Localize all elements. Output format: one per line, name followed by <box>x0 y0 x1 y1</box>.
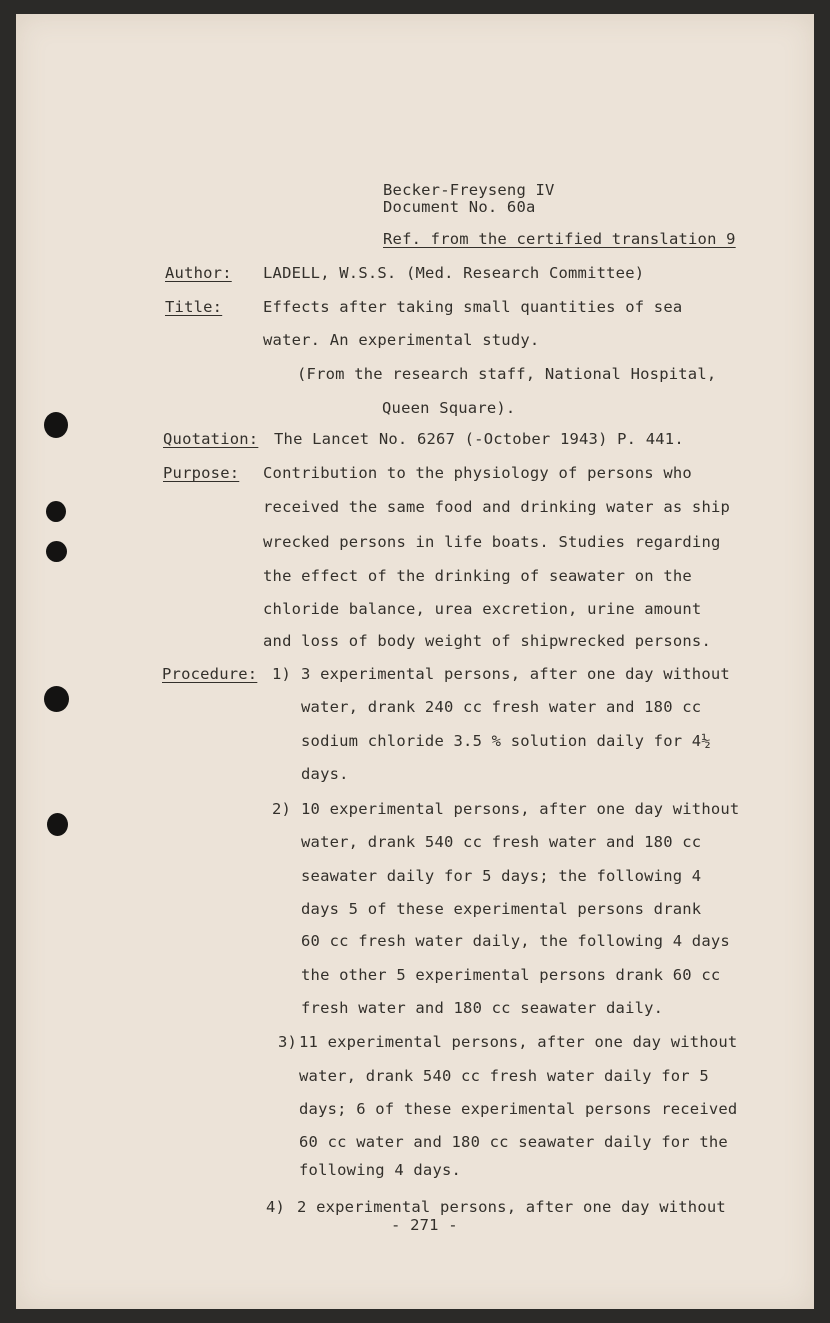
document-page <box>16 14 814 1309</box>
procedure-line: sodium chloride 3.5 % solution daily for 4½ <box>301 732 711 750</box>
reference-line: Ref. from the certified translation 9 <box>383 230 736 248</box>
doc-number: Document No. 60a <box>383 198 536 216</box>
procedure-line: 60 cc water and 180 cc seawater daily for the <box>299 1133 728 1151</box>
quotation-label: Quotation: <box>163 430 259 448</box>
purpose-line: wrecked persons in life boats. Studies regarding <box>263 533 721 551</box>
procedure-item-number: 3) <box>278 1033 298 1051</box>
procedure-label: Procedure: <box>162 665 258 683</box>
procedure-line: days; 6 of these experimental persons received <box>299 1100 738 1118</box>
author-value: LADELL, W.S.S. (Med. Research Committee) <box>263 264 645 282</box>
purpose-line: and loss of body weight of shipwrecked persons. <box>263 632 711 650</box>
punch-hole <box>44 412 68 438</box>
author-label: Author: <box>165 264 232 282</box>
title-label: Title: <box>165 298 223 316</box>
page-number: - 271 - <box>391 1216 458 1234</box>
procedure-line: seawater daily for 5 days; the following 4 <box>301 867 702 885</box>
procedure-line: 60 cc fresh water daily, the following 4 days <box>301 932 730 950</box>
procedure-line: the other 5 experimental persons drank 60 cc <box>301 966 721 984</box>
punch-hole <box>46 501 66 522</box>
purpose-label: Purpose: <box>163 464 240 482</box>
procedure-item-number: 2) <box>272 800 292 818</box>
punch-hole <box>46 541 67 562</box>
title-line: water. An experimental study. <box>263 331 540 349</box>
procedure-line: days 5 of these experimental persons drank <box>301 900 702 918</box>
procedure-line: 10 experimental persons, after one day without <box>301 800 740 818</box>
procedure-line: water, drank 540 cc fresh water daily for 5 <box>299 1067 709 1085</box>
procedure-line: 3 experimental persons, after one day without <box>301 665 730 683</box>
procedure-line: water, drank 540 cc fresh water and 180 cc <box>301 833 702 851</box>
purpose-line: the effect of the drinking of seawater on the <box>263 567 692 585</box>
purpose-line: received the same food and drinking water as ship <box>263 498 731 516</box>
purpose-line: Contribution to the physiology of persons who <box>263 464 692 482</box>
title-line: Queen Square). <box>382 399 516 417</box>
procedure-item-number: 1) <box>272 665 292 683</box>
procedure-line: 2 experimental persons, after one day without <box>297 1198 726 1216</box>
procedure-line: 11 experimental persons, after one day without <box>299 1033 738 1051</box>
doc-series: Becker-Freyseng IV <box>383 181 555 199</box>
quotation-value: The Lancet No. 6267 (-October 1943) P. 441. <box>274 430 684 448</box>
procedure-line: water, drank 240 cc fresh water and 180 cc <box>301 698 702 716</box>
purpose-line: chloride balance, urea excretion, urine amount <box>263 600 702 618</box>
procedure-line: following 4 days. <box>299 1161 462 1179</box>
title-line: Effects after taking small quantities of sea <box>263 298 683 316</box>
procedure-line: fresh water and 180 cc seawater daily. <box>301 999 664 1017</box>
punch-hole <box>47 813 68 836</box>
punch-hole <box>44 686 69 712</box>
procedure-item-number: 4) <box>266 1198 286 1216</box>
title-line: (From the research staff, National Hospital, <box>297 365 717 383</box>
procedure-line: days. <box>301 765 349 783</box>
